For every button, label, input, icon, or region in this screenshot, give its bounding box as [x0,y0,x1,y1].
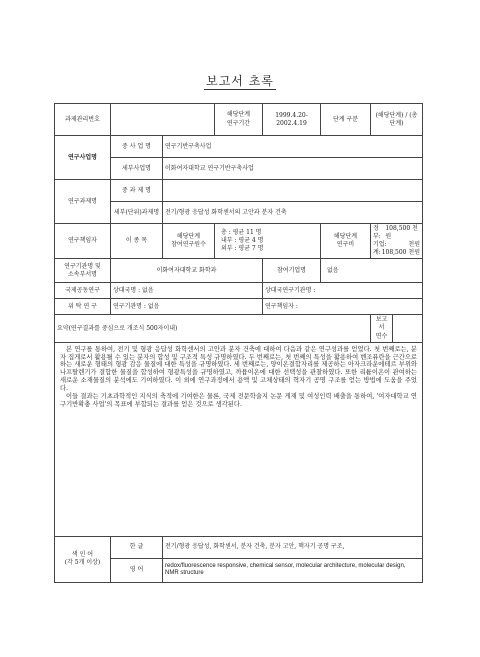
commission-row [55,299,423,315]
participant-counts: 총 : 평균 11 명 내부 : 평균 4 명 외부 : 평균 7 명 [215,224,321,259]
title-group-label: 연구과제명 [55,180,111,224]
researcher-row [55,224,423,259]
title-main-value [163,180,423,202]
keyword-korean-value: 전기/형광 응답성, 화학센서, 분자 건축, 분자 고안, 핵자기 공명 구조, [163,536,423,558]
research-costs: 정부: 108,500 천원 기업: 천원 계: 108,500 천원 [371,224,423,259]
mgmt-no-label: 과제관리번호 [55,104,111,136]
abstract-paragraph: 이들 결과는 기초과학적인 지식의 축적에 기여한은 물론, 국제 전문학술지 논문 게재 및 여성인력 배출을 통하여, '여자대학교 연구기반확충 사업'의 목표에 부합되는 결과를 얻은 것으로 생각된다. [60,392,417,408]
commission-person-label: 연구책임자 : [263,299,423,315]
title-sub-value: 전기/형광 응답성 화학센서의 고안과 분자 건축 [163,202,423,224]
program-group-label: 연구사업명 [55,136,111,180]
report-pages-value [393,315,423,342]
institution-value: 이화여자대학교 화학과 [111,259,263,283]
keyword-korean-label: 한 글 [111,536,163,558]
abstract-row [55,342,423,536]
report-pages-label: 보고서 면수 [371,315,393,342]
keyword-korean-row [55,536,423,558]
commission-label: 위 탁 연 구 [55,299,111,315]
keyword-english-row [55,558,423,582]
partner-company-label: 참여기업명 [263,259,321,283]
keyword-english-value: redox/fluorescence responsive, chemical sensor, molecular architecture, molecular design, NMR structure [163,558,423,582]
title-sub-label: 세부(단위)과제명 [111,202,163,224]
institution-label: 연구기관명 및 소속부서명 [55,259,111,283]
title-main-row [55,180,423,202]
partner-company-value: 없음 [321,259,423,283]
abstract-text [55,342,423,536]
title-sub-row [55,202,423,224]
mgmt-no-value [111,104,215,136]
program-sub-row [55,158,423,180]
summary-label: 요약(연구결과를 중심으로 개조식 500자이내) [55,315,371,342]
researcher-name: 이 종 목 [111,224,163,259]
report-title: 보고서 초록 [206,74,274,88]
intl-label: 국제공동연구 [55,283,111,299]
program-sub-label: 세부사업명 [111,158,163,180]
keywords-label: 색 인 어 (각 5개 이상) [55,536,111,582]
abstract-paragraph: 본 연구를 통하여, 전기 및 형광 응답성 화학센서의 고안과 분자 건축에 대하여 다음과 같은 연구성과를 얻었다. 첫 번째로는, 분자 집게로서 활용될 수 있는 분자의 합성 및 구조적 특성 규명하였다. 두 번째로는, 첫 번째의 특성을 활용하여 벤조퓨란을 근간으로 하는 새로운 형태의 형광 감응 물질에 대한 특성을 규명하였다. 세 번째로는, 양이온결합자리를 제공하는 아자크라운에테르 부위와 나프탈렌기가 결합한 물질을 합성하여 형광특성을 규명하였고, 까뮴이온에 대한 선택성을 관찰하였다. 또한 리튬이온이 관여하는 새로운 소재물질의 분석에도 기여하였다. 이 외에 연구과정에서 용액 및 고체상태의 혁자기 공명 구조를 얻는 방법에 도움을 주었다. [60,345,417,392]
program-main-label: 중 사 업 명 [111,136,163,158]
stage-label: 단계 구분 [321,104,371,136]
participant-count-label: 해당단계 참여연구원수 [163,224,215,259]
keyword-english-label: 영 어 [111,558,163,582]
stage-value: (해당단계) / (총단계) [371,104,423,136]
period-value: 1999.4.20-2002.4.19 [263,104,321,136]
program-main-value: 연구기반구축사업 [163,136,423,158]
commission-value: 연구기관명 : 없음 [111,299,263,315]
institution-row [55,259,423,283]
researcher-label: 연구책임자 [55,224,111,259]
program-main-row [55,136,423,158]
program-sub-value: 이화여자대학교 연구기반구축사업 [163,158,423,180]
research-cost-label: 해당단계 연구비 [321,224,371,259]
intl-institution-label: 상대국연구기관명 : [263,283,423,299]
title-main-label: 중 과 제 명 [111,180,163,202]
period-label: 해당단계 연구기간 [215,104,263,136]
project-row [55,104,423,136]
intl-value: 상대국명 : 없음 [111,283,263,299]
report-form-table [54,103,423,583]
summary-header-row [55,315,423,342]
intl-row [55,283,423,299]
